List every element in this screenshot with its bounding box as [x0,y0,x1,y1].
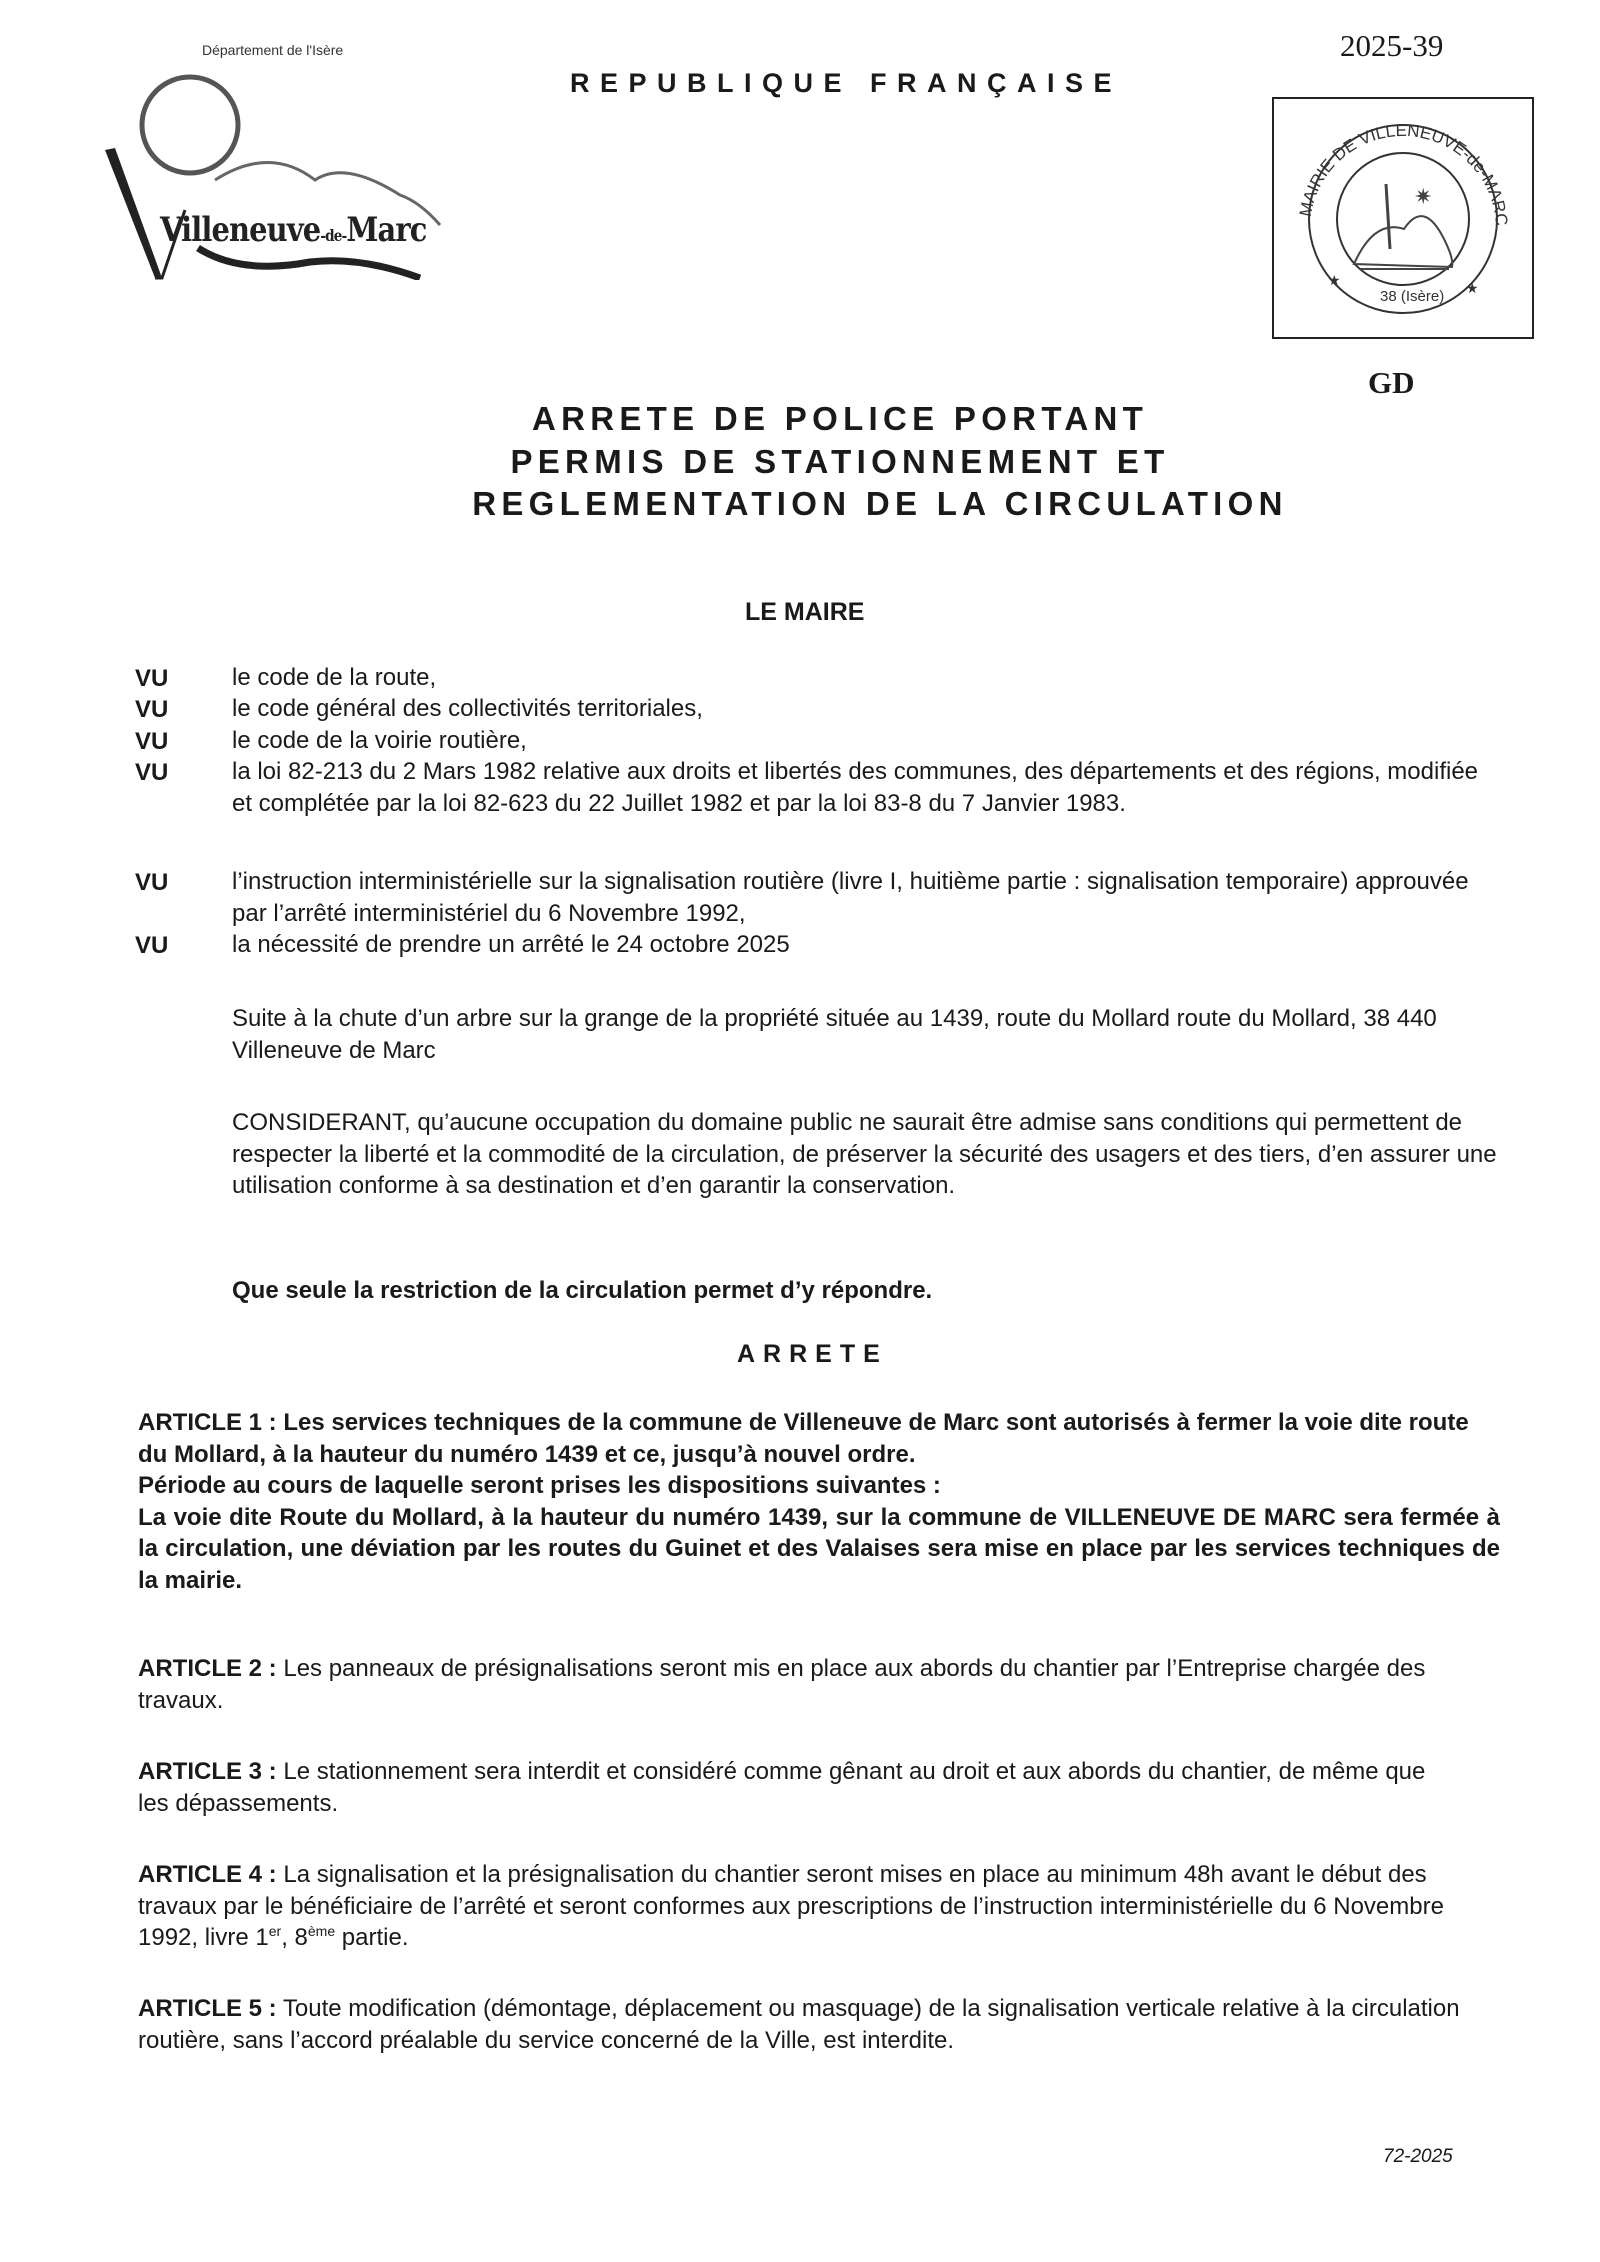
article-1-first [138,1407,1478,1470]
vu-item: le code de la route, [232,664,437,691]
article-text: Le stationnement sera interdit et considéré comme gênant au droit et aux abords du chantier, de même que les dépassements. [138,1758,1426,1817]
logo-name-part3: Marc [346,210,427,250]
superscript-er: er [268,1923,282,1939]
conclusion-paragraph: Que seule la restriction de la circulation permet d’y répondre. [232,1277,933,1304]
superscript-eme: ème [307,1923,336,1939]
footer-reference: 72-2025 [1383,2146,1453,2167]
considerant-paragraph: CONSIDERANT, qu’aucune occupation du domaine public ne saurait être admise sans conditions qui permettent de respecter la liberté et la commodité de la circulation, de préserver la sécurité des usagers et des tiers, d’en assurer une utilisation conforme à sa destination et d’en garantir la conservation. [232,1109,1497,1199]
vu-item: le code de la voirie routière, [232,727,527,754]
document-title-line3: REGLEMENTATION DE LA CIRCULATION [472,485,1288,522]
vu-label: VU [135,932,169,959]
arrete-heading: ARRETE [737,1340,888,1368]
article-4 [138,1859,1493,1954]
vu-label: VU [135,728,169,755]
article-text: Les services techniques de la commune de Villeneuve de Marc sont autorisés à fermer la voie dite route du Mollard, à la hauteur du numéro 1439 et ce, jusqu’à nouvel ordre. [138,1409,1469,1468]
logo-name-part2: -de- [320,226,347,245]
article-text-end: partie. [335,1924,409,1951]
municipality-logo [100,30,460,280]
svg-text:MAIRIE DE VILLENEUVE-de-MARC: MAIRIE DE VILLENEUVE-de-MARC [1295,120,1512,227]
vu-label: VU [135,869,169,896]
initials: GD [1368,365,1415,400]
article-label: ARTICLE 1 : [138,1409,277,1436]
mairie-seal-icon [1274,99,1532,337]
article-text: Les panneaux de présignalisations seront mis en place aux abords du chantier par l’Entreprise chargée des travaux. [138,1655,1426,1714]
vu-label: VU [135,665,169,692]
svg-text:★: ★ [1466,280,1479,296]
vu-item: la nécessité de prendre un arrêté le 24 octobre 2025 [232,931,790,958]
article-label: ARTICLE 3 : [138,1758,277,1785]
official-stamp-box [1272,97,1534,339]
article-label: ARTICLE 5 : [138,1995,277,2022]
svg-text:★: ★ [1328,272,1341,288]
vu-item: le code général des collectivités territoriales, [232,695,703,722]
vu-label: VU [135,696,169,723]
article-text: La signalisation et la présignalisation du chantier seront mises en place au minimum 48h avant le début des travaux par le bénéficiaire de l’arrêté et seront conformes aux prescriptions de l’instruction interministérielle du 6 Novembre 1992, livre 1 [138,1861,1444,1951]
article-1 [138,1407,1500,1596]
article-3 [138,1756,1438,1819]
vu-item: la loi 82-213 du 2 Mars 1982 relative aux droits et libertés des communes, des départements et des régions, modifiée et complétée par la loi 82-623 du 22 Juillet 1982 et par la loi 83-8 du 7 Janvier 1983. [232,758,1479,817]
article-1-period: Période au cours de laquelle seront prises les dispositions suivantes : [138,1472,941,1499]
vu-item: l’instruction interministérielle sur la signalisation routière (livre I, huitième partie : signalisation temporaire) approuvée par l’arrêté interministériel du 6 Novembre 1992, [232,868,1469,927]
article-text: Toute modification (démontage, déplacement ou masquage) de la signalisation verticale relative à la circulation routière, sans l’accord préalable du service concerné de la Ville, est interdite. [138,1995,1460,2054]
logo-name-part1: Villeneuve [160,210,321,250]
article-label: ARTICLE 2 : [138,1655,277,1682]
context-paragraph: Suite à la chute d’un arbre sur la grange de la propriété située au 1439, route du Mollard route du Mollard, 38 440 Villeneuve de Marc [232,1005,1437,1064]
vu-label: VU [135,759,169,786]
document-title-line1: ARRETE DE POLICE PORTANT [531,400,1149,437]
article-5 [138,1993,1500,2056]
logo-town-name [160,210,427,250]
republique-heading: REPUBLIQUE FRANÇAISE [570,68,1123,98]
logo-department: Département de l'Isère [202,42,344,58]
article-label: ARTICLE 4 : [138,1861,277,1888]
article-text-cont: , 8 [281,1924,308,1951]
article-1-closure: La voie dite Route du Mollard, à la hauteur du numéro 1439, sur la commune de VILLENEUVE DE MARC sera fermée à la circulation, une déviation par les routes du Guinet et des Valaises sera mise en place par les services techniques de la mairie. [138,1503,1500,1594]
authority-heading: LE MAIRE [745,598,865,626]
document-title-line2: PERMIS DE STATIONNEMENT ET [510,443,1170,480]
reference-number: 2025-39 [1340,28,1444,63]
article-2 [138,1653,1428,1716]
svg-text:38 (Isère): 38 (Isère) [1380,288,1445,305]
svg-text:✷: ✷ [1414,184,1433,209]
